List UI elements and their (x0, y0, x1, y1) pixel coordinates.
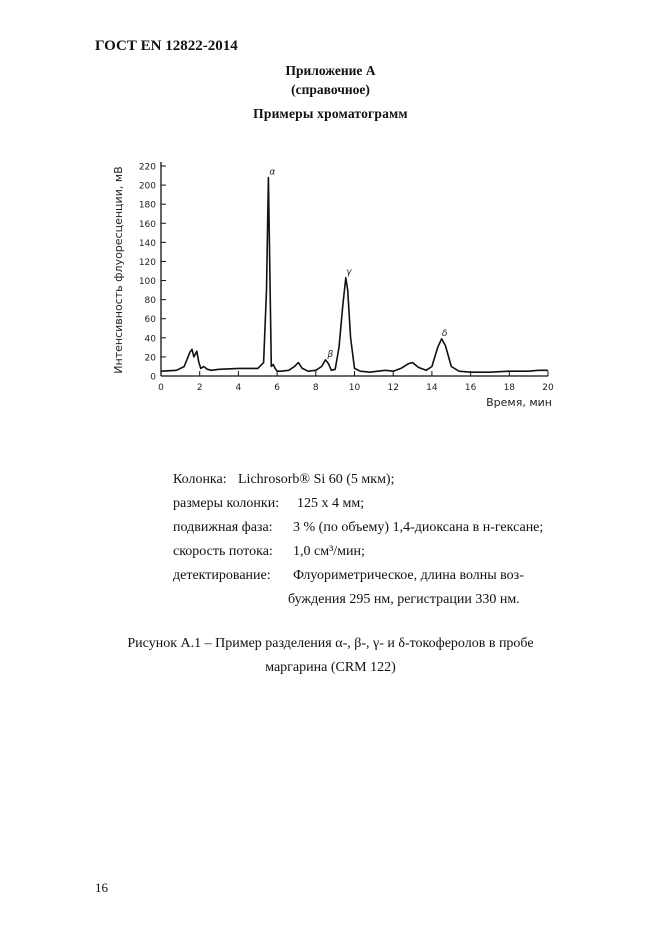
y-tick-label: 60 (144, 315, 156, 326)
y-tick-label: 100 (138, 277, 156, 288)
condition-label: подвижная фаза: (173, 520, 273, 535)
y-tick-label: 180 (138, 200, 156, 211)
document-code: ГОСТ EN 12822-2014 (95, 38, 238, 54)
condition-label: детектирование: (173, 568, 271, 583)
chromatogram-chart (108, 150, 578, 420)
appendix-heading: Примеры хроматограмм (253, 106, 408, 121)
peak-labels (269, 167, 447, 359)
y-tick-label: 120 (138, 257, 156, 268)
x-tick-label: 0 (158, 383, 164, 393)
condition-value: 1,0 см³/мин; (293, 544, 365, 559)
condition-value: 3 % (по объему) 1,4-диоксана в н-гексане; (293, 520, 544, 535)
appendix-type: (справочное) (291, 82, 370, 97)
y-tick-label: 40 (144, 334, 156, 345)
condition-value: Lichrosorb® Si 60 (5 мкм); (238, 472, 395, 487)
condition-label: Колонка: (173, 472, 227, 487)
x-tick-label: 16 (464, 383, 477, 393)
condition-value: Флуориметрическое, длина волны воз- (293, 568, 524, 583)
x-tick-label: 14 (426, 383, 438, 393)
peak-label: δ (441, 328, 448, 339)
x-tick-label: 12 (387, 383, 399, 393)
y-ticks (139, 163, 166, 383)
page-number: 16 (95, 880, 108, 895)
chart-axes (161, 162, 548, 376)
x-tick-label: 20 (542, 383, 554, 393)
peak-label: γ (346, 267, 352, 278)
appendix-title: Приложение А (285, 63, 376, 78)
x-tick-label: 10 (348, 383, 361, 393)
x-tick-label: 6 (274, 383, 280, 393)
x-axis-label: Время, мин (486, 396, 552, 409)
x-tick-label: 2 (196, 383, 203, 393)
condition-label: размеры колонки: (173, 496, 280, 511)
y-tick-label: 160 (138, 219, 156, 230)
x-ticks (158, 371, 554, 393)
y-axis-label: Интенсивность флуоресценции, мВ (112, 166, 125, 374)
x-tick-label: 8 (312, 383, 319, 393)
y-tick-label: 0 (150, 372, 156, 383)
condition-value: 125 x 4 мм; (297, 496, 365, 511)
y-tick-label: 140 (138, 238, 156, 249)
condition-label: скорость потока: (173, 544, 273, 559)
peak-label: α (269, 167, 276, 178)
y-tick-label: 80 (144, 296, 156, 307)
x-tick-label: 18 (503, 383, 516, 393)
x-tick-label: 4 (235, 383, 242, 393)
peak-label: β (327, 349, 334, 360)
chromatogram-trace (161, 178, 548, 373)
y-tick-label: 220 (138, 162, 156, 173)
y-tick-label: 20 (144, 353, 156, 364)
figure-caption-line2: маргарина (CRM 122) (265, 660, 396, 675)
y-tick-label: 200 (138, 181, 156, 192)
condition-value: буждения 295 нм, регистрации 330 нм. (288, 592, 520, 607)
figure-caption-line1: Рисунок А.1 – Пример разделения α-, β-, γ- и δ-токоферолов в пробе (127, 636, 534, 651)
